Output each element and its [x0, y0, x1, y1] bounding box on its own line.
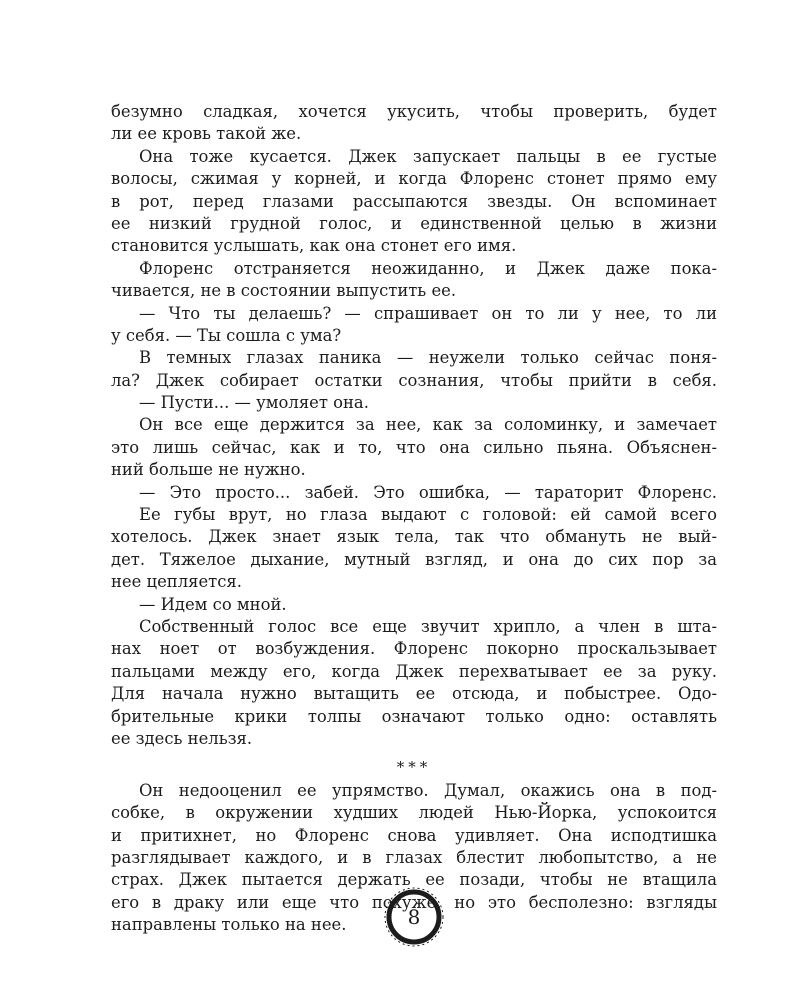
- text-line: и притихнет, но Флоренс снова удивляет. Она исподтишка: [111, 825, 717, 845]
- text-line: Для начала нужно вытащить ее отсюда, и побыстрее. Одо-: [111, 684, 717, 704]
- text-line: направлены только на нее.: [111, 915, 347, 935]
- text-line: у себя. — Ты сошла с ума?: [111, 325, 342, 345]
- page-number: 8: [407, 905, 421, 929]
- body-text: [111, 101, 717, 936]
- text-line: хотелось. Джек знает язык тела, так что обмануть не вый-: [111, 527, 717, 547]
- text-line: нее цепляется.: [111, 572, 242, 592]
- text-line: в рот, перед глазами рассыпаются звезды. Он вспоминает: [111, 191, 717, 211]
- text-line: ла? Джек собирает остатки сознания, чтобы прийти в себя.: [111, 370, 717, 390]
- text-line: Ее губы врут, но глаза выдают с головой: ей самой всего: [139, 505, 717, 525]
- text-line: Собственный голос все еще звучит хрипло, а член в шта-: [139, 616, 717, 636]
- text-line: Он все еще держится за нее, как за соломинку, и замечает: [139, 415, 717, 435]
- text-line: становится услышать, как она стонет его имя.: [111, 236, 517, 256]
- text-line: безумно сладкая, хочется укусить, чтобы проверить, будет: [111, 102, 717, 121]
- text-line: брительные крики толпы означают только одно: оставлять: [111, 706, 717, 726]
- text-line: Она тоже кусается. Джек запускает пальцы в ее густые: [139, 146, 717, 166]
- text-line: это лишь сейчас, как и то, что она сильно пьяна. Объяснен-: [111, 437, 717, 457]
- text-line: Флоренс отстраняется неожиданно, и Джек даже пока-: [139, 258, 717, 278]
- text-line: нах ноет от возбуждения. Флоренс покорно проскальзывает: [111, 639, 717, 659]
- text-line: ний больше не нужно.: [111, 460, 306, 480]
- text-line: ли ее кровь такой же.: [111, 124, 302, 144]
- text-line: — Пусти... — умоляет она.: [139, 393, 369, 413]
- text-line: собке, в окружении худших людей Нью-Йорка, успокоится: [111, 803, 717, 823]
- text-line: Он недооценил ее упрямство. Думал, окажись она в под-: [139, 780, 717, 800]
- section-separator: ***: [396, 758, 432, 777]
- text-line: его в драку или еще что похуже, но это бесполезно: взгляды: [111, 892, 717, 912]
- text-line: — Это просто... забей. Это ошибка, — тараторит Флоренс.: [139, 482, 717, 502]
- page-number-badge: [381, 884, 447, 950]
- text-line: ее здесь нельзя.: [111, 728, 253, 748]
- text-line: ее низкий грудной голос, и единственной целью в жизни: [111, 213, 717, 233]
- text-line: дет. Тяжелое дыхание, мутный взгляд, и она до сих пор за: [111, 549, 717, 569]
- text-line: чивается, не в состоянии выпустить ее.: [111, 281, 457, 301]
- text-line: страх. Джек пытается держать ее позади, чтобы не втащила: [111, 870, 717, 890]
- text-line: — Идем со мной.: [139, 594, 287, 614]
- text-line: разглядывает каждого, и в глазах блестит любопытство, а не: [111, 847, 717, 867]
- text-line: волосы, сжимая у корней, и когда Флоренс стонет прямо ему: [111, 169, 717, 189]
- text-line: — Что ты делаешь? — спрашивает он то ли у нее, то ли: [139, 303, 717, 323]
- text-line: В темных глазах паника — неужели только сейчас поня-: [139, 348, 717, 368]
- text-line: пальцами между его, когда Джек перехватывает ее за руку.: [111, 661, 717, 681]
